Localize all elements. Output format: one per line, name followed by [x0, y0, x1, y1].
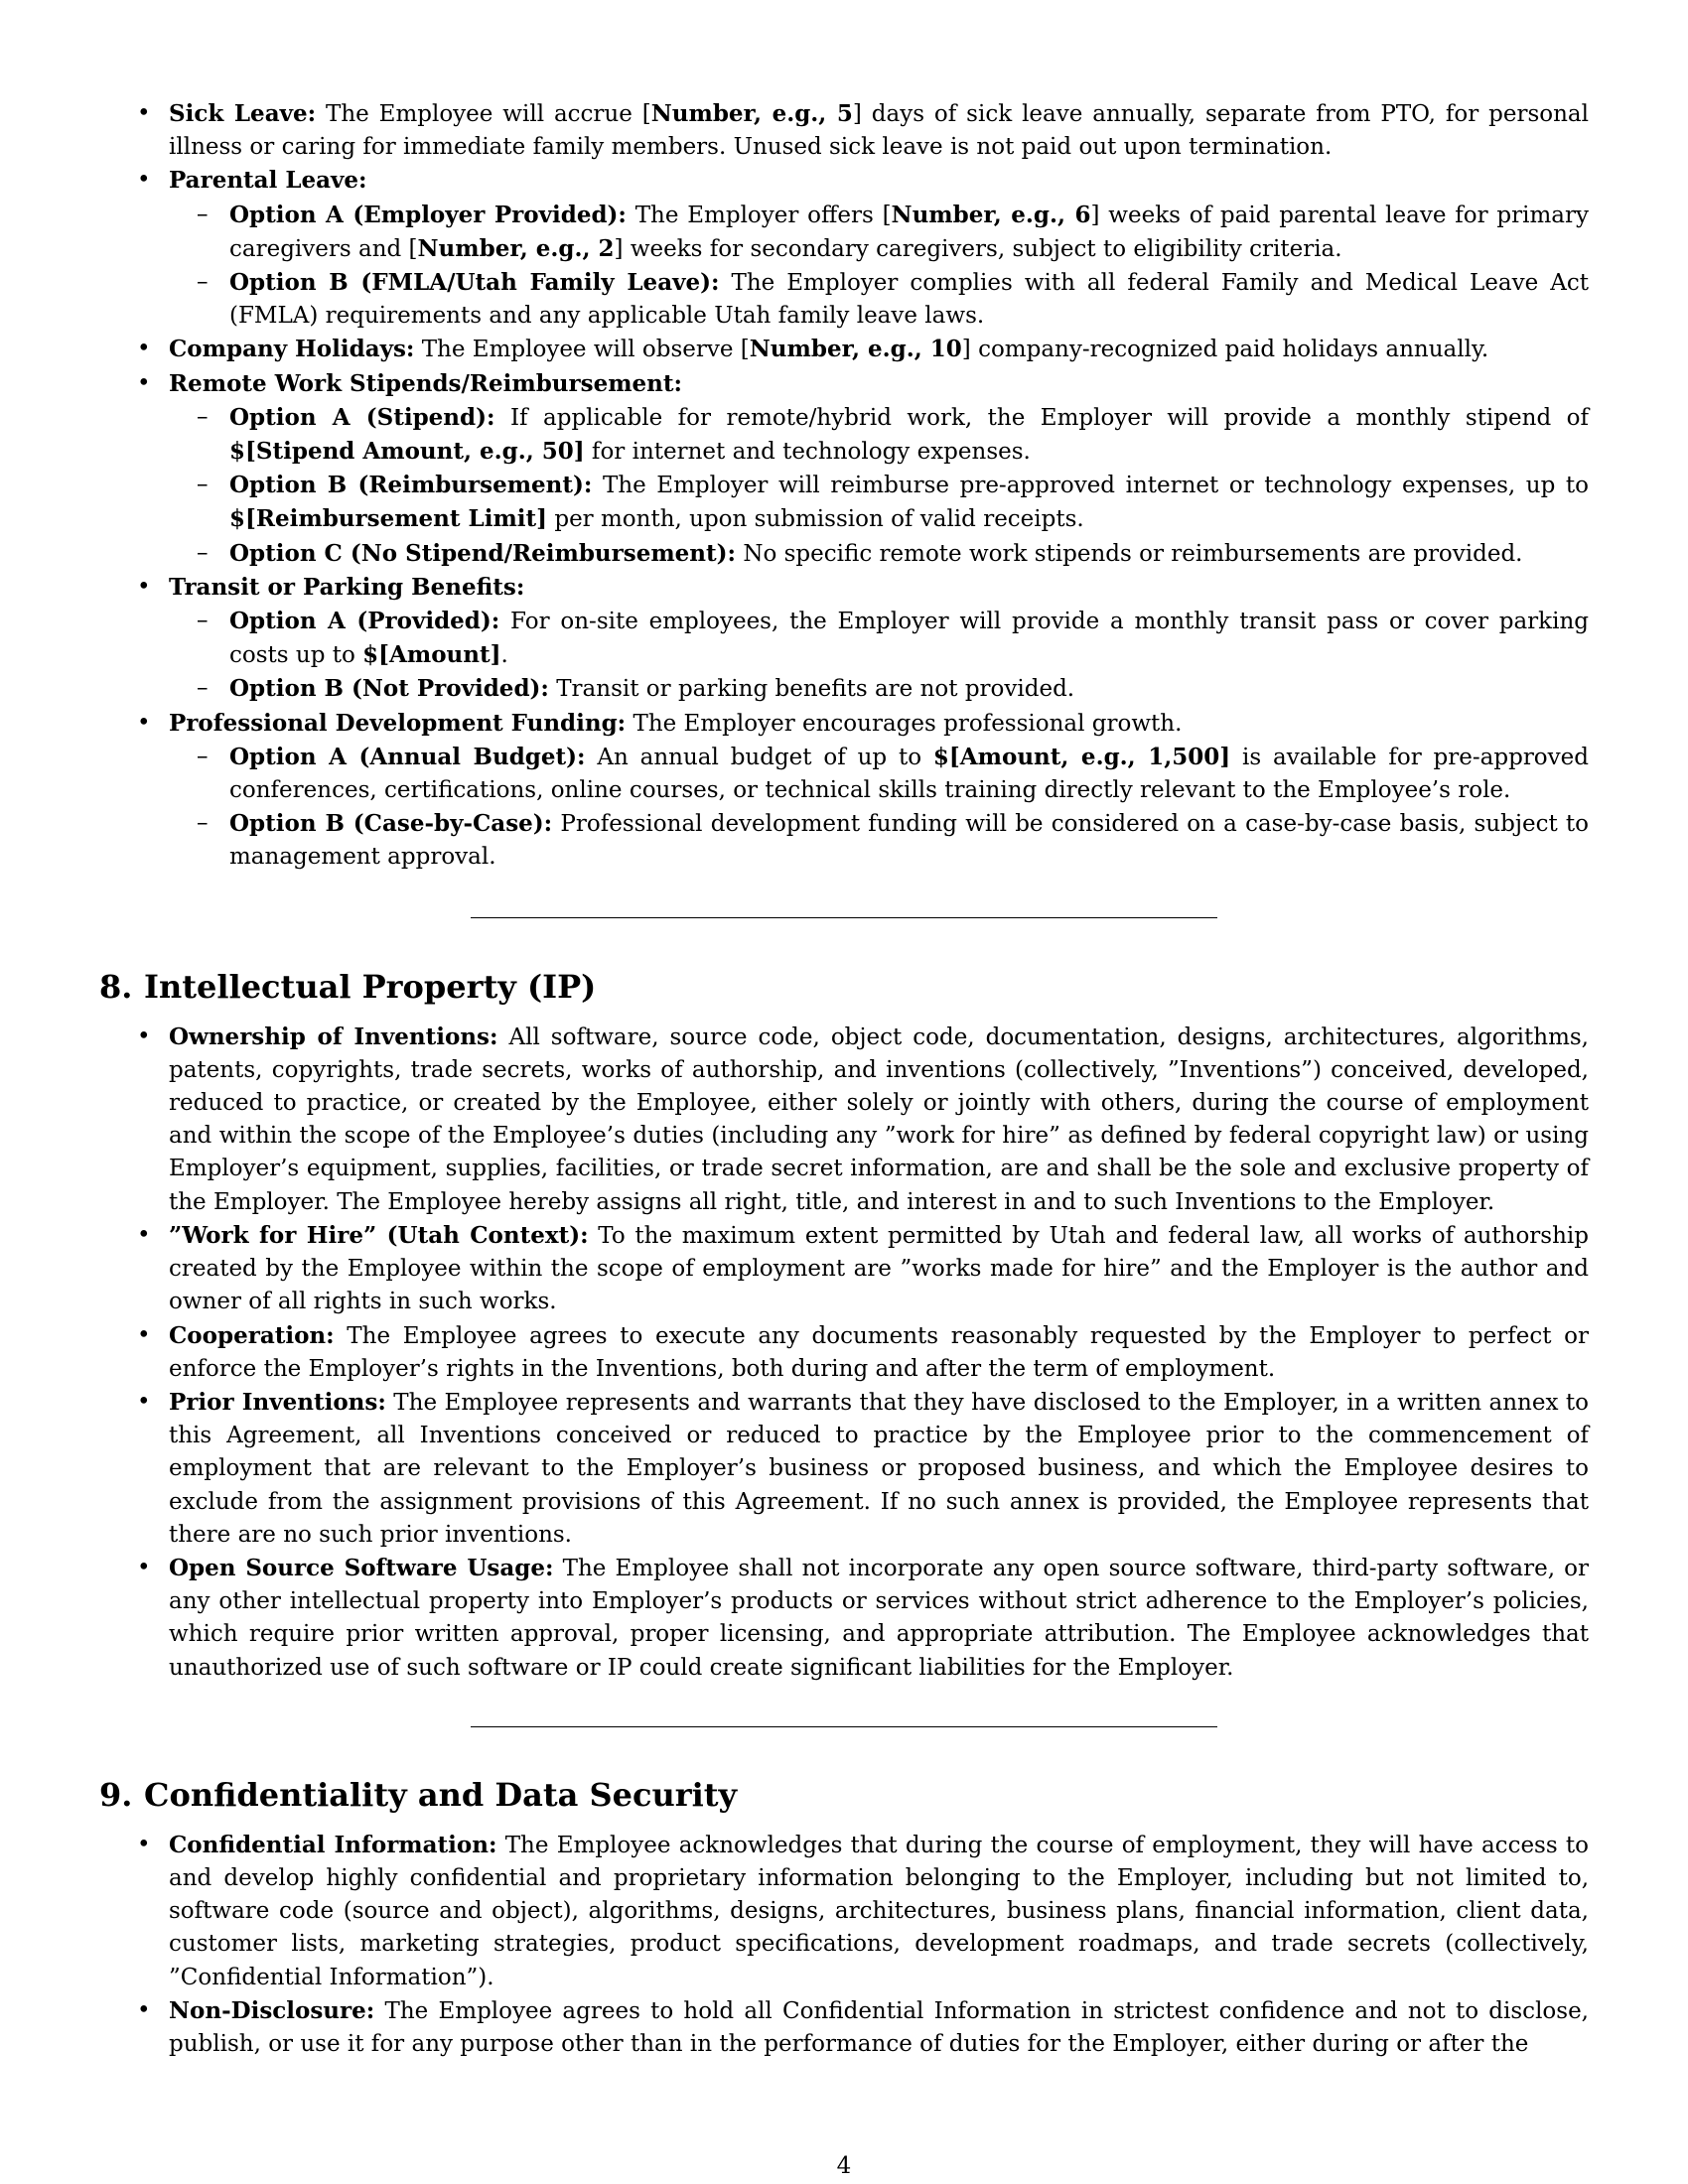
- option-label: Option C (No Stipend/Reimbursement):: [229, 539, 737, 567]
- item-text: ] days of sick leave annually, separate from PTO, for personal illness or caring for immediate family members. Unused sick leave is not paid out upon termination.: [169, 101, 1589, 161]
- section-number: 9.: [99, 1775, 133, 1814]
- section-heading-9: [99, 1775, 1589, 1815]
- item-label: Ownership of Inventions:: [169, 1023, 498, 1050]
- list-item: [99, 1552, 1589, 1685]
- list-item: [99, 1386, 1589, 1552]
- list-item: [99, 1829, 1589, 1994]
- benefits-list: [99, 97, 1589, 875]
- list-item-professional-development: [99, 707, 1589, 875]
- list-item-transit: [99, 571, 1589, 707]
- item-text: The Employee shall not incorporate any open source software, third-party software, or any other intellectual property into Employer’s products or services without strict adherence to the Employer’s policies, which require prior written approval, proper licensing, and appropriate attribution. The Employee acknowledges that unauthorized use of such software or IP could create significant liabilities for the Employer.: [169, 1555, 1589, 1681]
- placeholder-text: $[Amount]: [362, 641, 501, 669]
- item-label: Sick Leave:: [169, 100, 317, 127]
- section-title: Intellectual Property (IP): [144, 967, 597, 1006]
- item-label: Confidential Information:: [169, 1831, 497, 1858]
- item-text: The Employee agrees to hold all Confidential Information in strictest confidence and not to disclose, publish, or use it for any purpose other than in the performance of duties for the Employer, either during or after the: [169, 1997, 1589, 2057]
- option-label: Option B (Reimbursement):: [229, 472, 593, 499]
- horizontal-rule: [471, 1726, 1217, 1727]
- item-text: The Employer encourages professional growth.: [626, 710, 1183, 737]
- option-text: An annual budget of up to: [585, 744, 933, 770]
- option-text: Professional development funding will be considered on a case-by-case basis, subject to management approval.: [229, 811, 1589, 871]
- item-text: The Employee will accrue [: [316, 101, 651, 127]
- list-item-company-holidays: [99, 333, 1589, 366]
- remote-work-options: [169, 401, 1589, 571]
- option-item: [169, 199, 1589, 266]
- option-text: ] weeks for secondary caregivers, subject to eligibility criteria.: [614, 235, 1342, 262]
- option-text: per month, upon submission of valid receipts.: [547, 506, 1084, 533]
- item-label: Parental Leave:: [169, 167, 367, 195]
- document-page: [99, 97, 1589, 2061]
- placeholder-text: Number, e.g., 10: [749, 336, 962, 363]
- item-label: Remote Work Stipends/Reimbursement:: [169, 369, 683, 397]
- option-item: [169, 469, 1589, 536]
- option-text: For on-site employees, the Employer will provide a monthly transit pass or cover parking costs up to: [229, 609, 1589, 669]
- placeholder-text: Number, e.g., 6: [891, 201, 1091, 228]
- item-text: The Employee acknowledges that during the course of employment, they will have access to and develop highly confidential and proprietary information belonging to the Employer, including but not limited to, software code (source and object), algorithms, designs, architectures, business plans, financial information, client data, customer lists, marketing strategies, product specifications, development roadmaps, and trade secrets (collectively, ”Confidential Information”).: [169, 1832, 1590, 1990]
- item-text: The Employee represents and warrants that they have disclosed to the Employer, in a written annex to this Agreement, all Inventions conceived or reduced to practice by the Employee prior to the commencement of employment that are relevant to the Employer’s business or proposed business, and which the Employee desires to exclude from the assignment provisions of this Agreement. If no such annex is provided, the Employee represents that there are no such prior inventions.: [169, 1389, 1590, 1548]
- option-text: The Employer offers [: [626, 202, 892, 228]
- list-item: [99, 1021, 1589, 1219]
- list-item-remote-work: [99, 367, 1589, 571]
- option-item: [169, 672, 1589, 706]
- option-text: The Employer will reimburse pre-approved internet or technology expenses, up to: [592, 473, 1589, 499]
- section-number: 8.: [99, 967, 133, 1006]
- section-title: Confidentiality and Data Security: [144, 1775, 738, 1814]
- item-label: Cooperation:: [169, 1321, 335, 1349]
- item-text: The Employee will observe [: [414, 337, 750, 363]
- item-label: Transit or Parking Benefits:: [169, 573, 525, 601]
- professional-development-options: [169, 741, 1589, 875]
- list-item: [99, 1219, 1589, 1319]
- option-text: No specific remote work stipends or reimbursements are provided.: [736, 540, 1523, 567]
- option-text: Transit or parking benefits are not provided.: [548, 676, 1075, 703]
- item-label: ”Work for Hire” (Utah Context):: [169, 1221, 589, 1249]
- option-label: Option A (Annual Budget):: [229, 743, 586, 770]
- option-text: ] weeks of paid parental leave for primary caregivers and [: [229, 202, 1589, 262]
- item-label: Prior Inventions:: [169, 1388, 386, 1416]
- item-label: Open Source Software Usage:: [169, 1554, 554, 1581]
- transit-options: [169, 605, 1589, 707]
- option-item: [169, 741, 1589, 807]
- item-text: All software, source code, object code, documentation, designs, architectures, algorithms, patents, copyrights, trade secrets, works of authorship, and inventions (collectively, ”Inventions”) conceived, developed, reduced to practice, or created by the Employee, either solely or jointly with others, during the course of employment and within the scope of the Employee’s duties (including any ”work for hire” as defined by federal copyright law) or using Employer’s equipment, supplies, facilities, or trade secret information, are and shall be the sole and exclusive property of the Employer. The Employee hereby assigns all right, title, and interest in and to such Inventions to the Employer.: [169, 1024, 1589, 1215]
- item-label: Non-Disclosure:: [169, 1996, 375, 2024]
- option-label: Option A (Provided):: [229, 608, 500, 635]
- item-label: Professional Development Funding:: [169, 709, 627, 737]
- section-heading-8: [99, 967, 1589, 1007]
- item-label: Company Holidays:: [169, 336, 415, 363]
- option-item: [169, 537, 1589, 571]
- list-item-sick-leave: [99, 97, 1589, 164]
- option-label: Option B (FMLA/Utah Family Leave):: [229, 269, 720, 297]
- option-label: Option B (Not Provided):: [229, 675, 549, 703]
- horizontal-rule: [471, 917, 1217, 918]
- list-item: [99, 1994, 1589, 2061]
- item-text: To the maximum extent permitted by Utah and federal law, all works of authorship created by the Employee within the scope of employment are ”works made for hire” and the Employer is the author and owner of all rights in such works.: [169, 1222, 1589, 1315]
- option-text: for internet and technology expenses.: [584, 439, 1031, 466]
- option-item: [169, 401, 1589, 469]
- option-text: is available for pre-approved conferences, certifications, online courses, or technical skills training directly relevant to the Employee’s role.: [229, 744, 1589, 804]
- option-text: The Employer complies with all federal Family and Medical Leave Act (FMLA) requirements and any applicable Utah family leave laws.: [229, 270, 1589, 330]
- parental-leave-options: [169, 199, 1589, 334]
- placeholder-text: $[Stipend Amount, e.g., 50]: [229, 438, 585, 466]
- item-text: The Employee agrees to execute any documents reasonably requested by the Employer to perfect or enforce the Employer’s rights in the Inventions, both during and after the term of employment.: [169, 1322, 1589, 1382]
- item-text: ] company-recognized paid holidays annually.: [961, 337, 1489, 363]
- list-item: [99, 1319, 1589, 1386]
- placeholder-text: Number, e.g., 5: [650, 100, 853, 127]
- placeholder-text: $[Reimbursement Limit]: [229, 505, 548, 533]
- option-label: Option A (Stipend):: [229, 403, 495, 431]
- option-item: [169, 605, 1589, 672]
- page-number: 4: [836, 2153, 852, 2179]
- list-item-parental-leave: [99, 164, 1589, 333]
- option-label: Option B (Case-by-Case):: [229, 810, 553, 838]
- placeholder-text: Number, e.g., 2: [417, 234, 615, 262]
- option-item: [169, 807, 1589, 874]
- option-text: .: [500, 642, 508, 669]
- section-8-list: [99, 1021, 1589, 1685]
- section-9-list: [99, 1829, 1589, 2061]
- placeholder-text: $[Amount, e.g., 1,500]: [932, 743, 1231, 770]
- option-text: If applicable for remote/hybrid work, the Employer will provide a monthly stipend of: [494, 404, 1589, 431]
- option-item: [169, 266, 1589, 333]
- option-label: Option A (Employer Provided):: [229, 201, 627, 228]
